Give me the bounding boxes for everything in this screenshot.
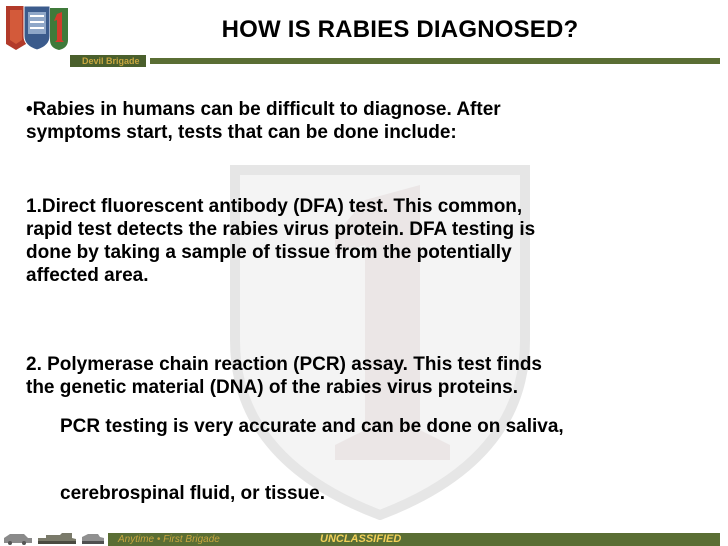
pcr-assay-paragraph <box>26 353 716 399</box>
item2-line-1: 2. Polymerase chain reaction (PCR) assay. This test finds <box>26 354 542 375</box>
item2-line-3: PCR testing is very accurate and can be done on saliva, <box>60 416 564 437</box>
brigade-label: Devil Brigade <box>70 55 146 67</box>
item2-line-4: cerebrospinal fluid, or tissue. <box>60 483 326 504</box>
vehicle-silhouettes-icon <box>2 526 106 546</box>
slide-title: HOW IS RABIES DIAGNOSED? <box>221 16 579 43</box>
item2-line-2: the genetic material (DNA) of the rabies virus proteins. <box>26 377 518 398</box>
intro-paragraph <box>26 98 716 144</box>
brigade-emblem-logo <box>4 4 70 50</box>
intro-line-1: •Rabies in humans can be difficult to diagnose. After <box>26 99 501 120</box>
intro-line-2: symptoms start, tests that can be done include: <box>26 122 457 143</box>
dfa-test-paragraph <box>26 195 716 287</box>
item1-line-1: 1.Direct fluorescent antibody (DFA) test. This common, <box>26 196 523 217</box>
item1-line-3: done by taking a sample of tissue from the potentially <box>26 242 512 263</box>
classification-label: UNCLASSIFIED <box>320 533 402 545</box>
footer-motto: Anytime • First Brigade <box>118 534 220 545</box>
item1-line-4: affected area. <box>26 265 149 286</box>
header-rule <box>150 58 720 64</box>
item1-line-2: rapid test detects the rabies virus protein. DFA testing is <box>26 219 536 240</box>
